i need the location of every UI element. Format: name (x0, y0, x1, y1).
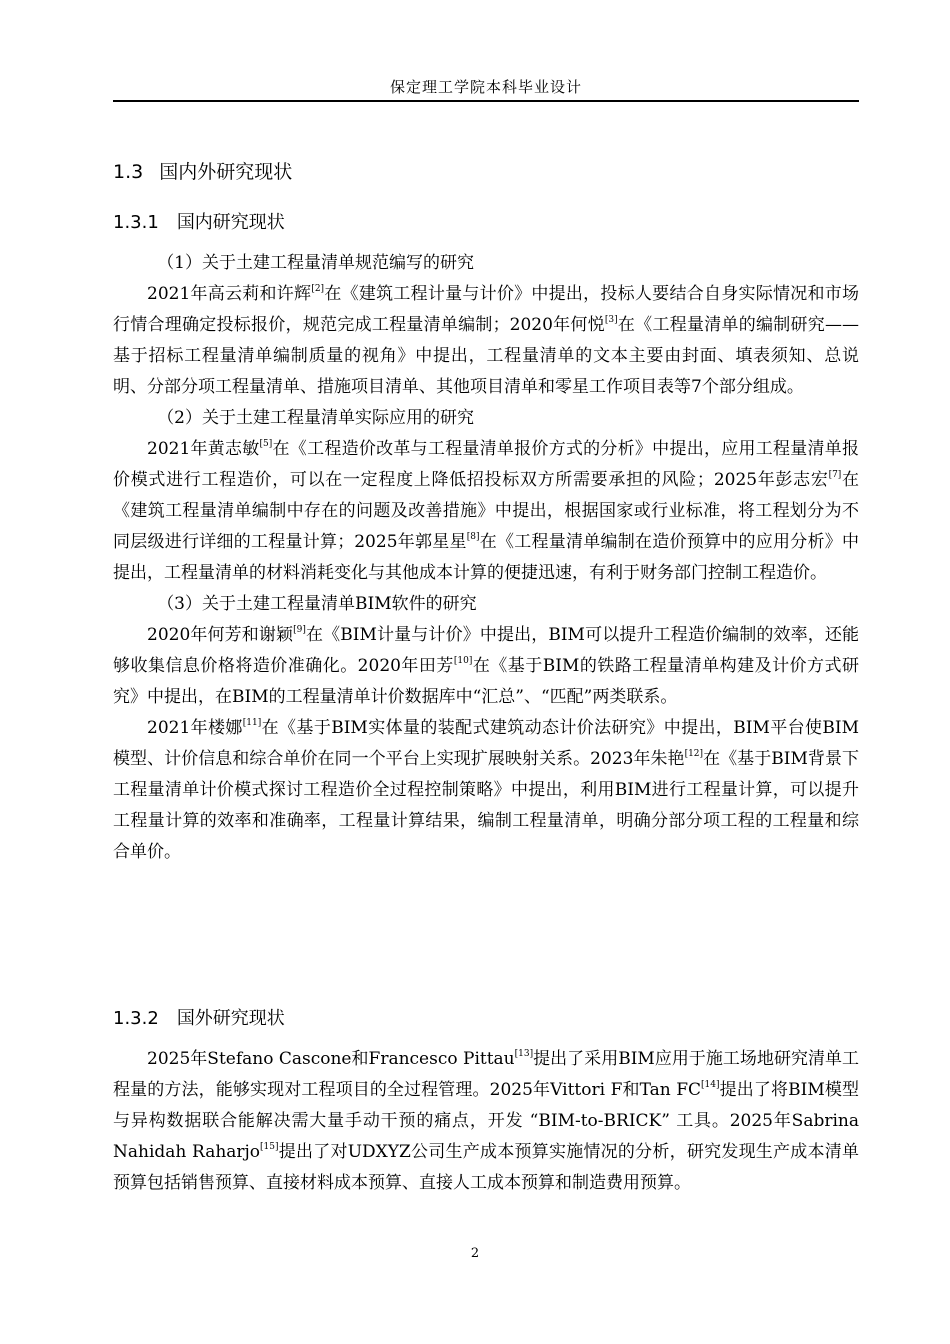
section-heading (113, 157, 292, 184)
citation: [14] (701, 1080, 720, 1090)
citation: [13] (514, 1049, 534, 1059)
foreign-research-body (113, 1044, 859, 1199)
citation: [7] (828, 470, 842, 480)
section-title: 国内外研究现状 (159, 161, 293, 183)
paragraph-1: 2021年高云莉和许辉[2]在《建筑工程计量与计价》中提出，投标人要结合自身实际情况和市场行情合理确定投标报价，规范完成工程量清单编制；2020年何悦[3]在《工程量清单的编制研究——基于招标工程量清单编制质量的视角》中提出，工程量清单的文本主要由封面、填表须知、总说明、分部分项工程量清单、措施项目清单、其他项目清单和零星工作项目表等7个部分组成。 (113, 284, 859, 397)
citation: [12] (684, 749, 704, 759)
paragraph-5: 2025年Stefano Cascone和Francesco Pittau[13]提出了采用BIM应用于施工场地研究清单工程量的方法，能够实现对工程项目的全过程管理。2025年Vittori F和Tan FC[14]提出了将BIM模型与异构数据联合能解决需大量手动干预的痛点，开发 “BIM-to-BRICK” 工具。2025年Sabrina Nahidah Raharjo[15]提出了对UDXYZ公司生产成本预算实施情况的分析，研究发现生产成本清单预算包括销售预算、直接材料成本预算、直接人工成本预算和制造费用预算。 (113, 1049, 859, 1193)
header-rule (113, 100, 859, 102)
citation: [8] (466, 532, 480, 542)
subsection-heading-domestic (113, 208, 285, 234)
subsection-heading-foreign (113, 1004, 285, 1030)
page-number: 2 (470, 1246, 480, 1261)
citation: [9] (293, 625, 306, 635)
citation: [2] (311, 284, 325, 294)
domestic-research-body (113, 248, 859, 868)
section-number: 1.3 (113, 161, 144, 183)
subsection-number: 1.3.2 (113, 1008, 159, 1029)
paragraph-4: 2021年楼娜[11]在《基于BIM实体量的装配式建筑动态计价法研究》中提出，BIM平台使BIM模型、计价信息和综合单价在同一个平台上实现扩展映射关系。2023年朱艳[12]在《基于BIM背景下工程量清单计价模式探讨工程造价全过程控制策略》中提出，利用BIM进行工程量计算，可以提升工程量计算的效率和准确率，工程量计算结果，编制工程量清单，明确分部分项工程的工程量和综合单价。 (113, 718, 859, 862)
subsection-number: 1.3.1 (113, 212, 159, 233)
item-heading-1: （1）关于土建工程量清单规范编写的研究 (157, 253, 475, 273)
page-header: 保定理工学院本科毕业设计 (389, 78, 582, 96)
citation: [10] (453, 656, 473, 666)
item-heading-2: （2）关于土建工程量清单实际应用的研究 (157, 408, 475, 428)
citation: [5] (259, 439, 273, 449)
item-heading-3: （3）关于土建工程量清单BIM软件的研究 (157, 594, 477, 614)
citation: [11] (242, 718, 262, 728)
citation: [15] (260, 1142, 279, 1152)
citation: [3] (604, 315, 618, 325)
paragraph-2: 2021年黄志敏[5]在《工程造价改革与工程量清单报价方式的分析》中提出，应用工程量清单报价模式进行工程造价，可以在一定程度上降低招投标双方所需要承担的风险；2025年彭志宏[7]在《建筑工程量清单编制中存在的问题及改善措施》中提出，根据国家或行业标准，将工程划分为不同层级进行详细的工程量计算；2025年郭星星[8]在《工程量清单编制在造价预算中的应用分析》中提出，工程量清单的材料消耗变化与其他成本计算的便捷迅速，有利于财务部门控制工程造价。 (113, 439, 860, 583)
subsection-title: 国外研究现状 (176, 1008, 285, 1029)
paragraph-3: 2020年何芳和谢颖[9]在《BIM计量与计价》中提出，BIM可以提升工程造价编制的效率，还能够收集信息价格将造价准确化。2020年田芳[10]在《基于BIM的铁路工程量清单构建及计价方式研究》中提出，在BIM的工程量清单计价数据库中“汇总”、“匹配”两类联系。 (113, 625, 860, 707)
subsection-title: 国内研究现状 (176, 212, 285, 233)
